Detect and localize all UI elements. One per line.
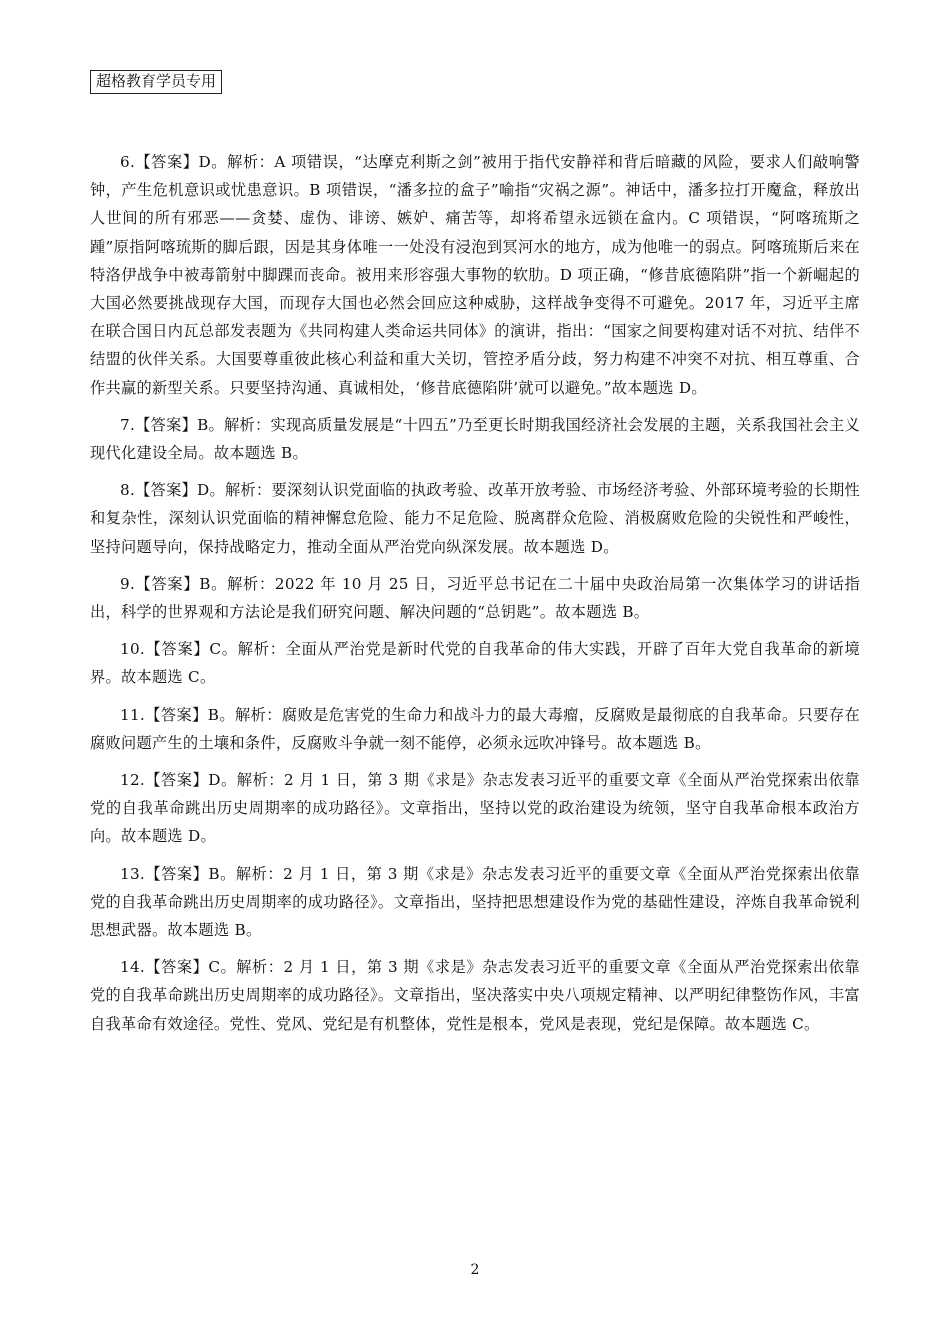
answer-list: [90, 148, 860, 1047]
answer-10: 10.【答案】C。解析：全面从严治党是新时代党的自我革命的伟大实践，开辟了百年大党自我革命的新境界。故本题选 C。: [90, 640, 860, 687]
page-number: 2: [470, 1262, 480, 1278]
header-label: 超格教育学员专用: [90, 70, 222, 94]
answer-8: 8.【答案】D。解析：要深刻认识党面临的执政考验、改革开放考验、市场经济考验、外部环境考验的长期性和复杂性，深刻认识党面临的精神懈怠危险、能力不足危险、脱离群众危险、消极腐败危险的尖锐性和严峻性，坚持问题导向，保持战略定力，推动全面从严治党向纵深发展。故本题选 D。: [90, 481, 860, 556]
answer-11: 11.【答案】B。解析：腐败是危害党的生命力和战斗力的最大毒瘤，反腐败是最彻底的自我革命。只要存在腐败问题产生的土壤和条件，反腐败斗争就一刻不能停，必须永远吹冲锋号。故本题选 B。: [90, 705, 860, 752]
answer-9: 9.【答案】B。解析：2022 年 10 月 25 日，习近平总书记在二十届中央政治局第一次集体学习的讲话指出，科学的世界观和方法论是我们研究问题、解决问题的“总钥匙”。故本题选 B。: [90, 574, 860, 622]
answer-12: 12.【答案】D。解析：2 月 1 日，第 3 期《求是》杂志发表习近平的重要文章《全面从严治党探索出依靠党的自我革命跳出历史周期率的成功路径》。文章指出，坚持以党的政治建设为统领，坚守自我革命根本政治方向。故本题选 D。: [90, 771, 860, 846]
answer-6: 6.【答案】D。解析：A 项错误，“达摩克利斯之剑”被用于指代安静祥和背后暗藏的风险，要求人们敲响警钟，产生危机意识或忧患意识。B 项错误，“潘多拉的盒子”喻指“灾祸之源”。神话中，潘多拉打开魔盒，释放出人世间的所有邪恶——贪婪、虚伪、诽谤、嫉妒、痛苦等，却将希望永远锁在盒内。C 项错误，“阿喀琉斯之踵”原指阿喀琉斯的脚后跟，因是其身体唯一一处没有浸泡到冥河水的地方，成为他唯一的弱点。阿喀琉斯后来在特洛伊战争中被毒箭射中脚踝而丧命。被用来形容强大事物的软肋。D 项正确，“修昔底德陷阱”指一个新崛起的大国必然要挑战现存大国，而现存大国也必然会回应这种威胁，这样战争变得不可避免。2017 年，习近平主席在联合国日内瓦总部发表题为《共同构建人类命运共同体》的演讲，指出：“国家之间要构建对话不对抗、结伴不结盟的伙伴关系。大国要尊重彼此核心利益和重大关切，管控矛盾分歧，努力构建不冲突不对抗、相互尊重、合作共赢的新型关系。只要坚持沟通、真诚相处，‘修昔底德陷阱’就可以避免。”故本题选 D。: [90, 153, 860, 397]
answer-13: 13.【答案】B。解析：2 月 1 日，第 3 期《求是》杂志发表习近平的重要文章《全面从严治党探索出依靠党的自我革命跳出历史周期率的成功路径》。文章指出，坚持把思想建设作为党的基础性建设，淬炼自我革命锐利思想武器。故本题选 B。: [90, 864, 860, 940]
answer-7: 7.【答案】B。解析：实现高质量发展是“十四五”乃至更长时期我国经济社会发展的主题，关系我国社会主义现代化建设全局。故本题选 B。: [90, 415, 860, 463]
answer-14: 14.【答案】C。解析：2 月 1 日，第 3 期《求是》杂志发表习近平的重要文章《全面从严治党探索出依靠党的自我革命跳出历史周期率的成功路径》。文章指出，坚决落实中央八项规定精神、以严明纪律整饬作风，丰富自我革命有效途径。党性、党风、党纪是有机整体，党性是根本，党风是表现，党纪是保障。故本题选 C。: [90, 958, 860, 1033]
